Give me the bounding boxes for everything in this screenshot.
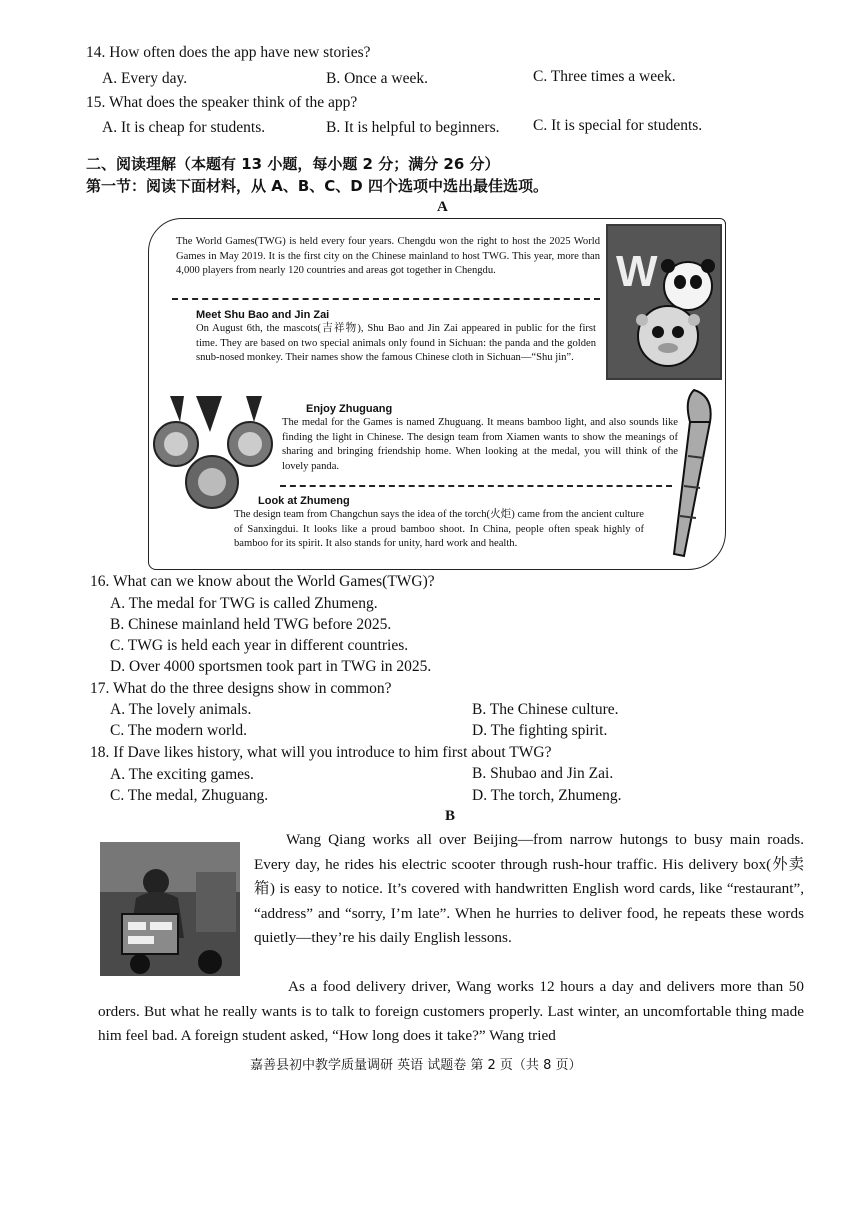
passage-b-paragraph-1: Wang Qiang works all over Beijing—from narrow hutongs to busy main roads. Every day, he rides his electric scooter through rush-hour traffic. His delivery box(外卖箱) is easy to notice. It’s covered with handwritten English word cards, like “restaurant”, “address” and “sorry, I’m late”. When he hurries to deliver food, he repeats these words quietly—they’re his daily English lessons. [254,831,804,946]
q18-option-a[interactable]: A. The exciting games. [110,766,254,783]
svg-text:W: W [616,247,658,296]
q17-option-b[interactable]: B. The Chinese culture. [472,701,619,718]
delivery-driver-photo [100,842,240,976]
question-14-stem: 14. How often does the app have new stories? [86,44,371,61]
q15-option-c[interactable]: C. It is special for students. [533,117,703,134]
page-footer: 嘉善县初中教学质量调研 英语 试题卷 第 2 页（共 8 页） [250,1058,582,1073]
torch-text: The design team from Changchun says the idea of the torch(火炬) came from the ancient culture of Sanxingdui. It looks like a proud bamboo shoot. In China, people often speak highly of bamboo for its spirit. It also stands for unity, hard work and health. [234,509,644,550]
question-18-stem: 18. If Dave likes history, what will you introduce to him first about TWG? [90,744,552,761]
question-16-stem: 16. What can we know about the World Games(TWG)? [90,573,435,590]
q16-option-b[interactable]: B. Chinese mainland held TWG before 2025. [110,616,392,633]
question-17-stem: 17. What do the three designs show in common? [90,680,392,697]
q14-option-b[interactable]: B. Once a week. [326,70,428,87]
mascot-image [606,224,722,380]
torch-image [654,386,722,564]
passage-b-paragraph-2: As a food delivery driver, Wang works 12 hours a day and delivers more than 50 orders. But what he really wants is to talk to foreign customers properly. Last winter, an uncomfortable thing made him feel bad. A foreign student asked, “How long does it take?” Wang tried [98,978,804,1044]
q16-option-a[interactable]: A. The medal for TWG is called Zhumeng. [110,595,378,612]
passage-b-label: B [445,808,456,824]
section-instructions: 第一节：阅读下面材料，从 A、B、C、D 四个选项中选出最佳选项。 [86,177,548,195]
q18-option-d[interactable]: D. The torch, Zhumeng. [472,787,622,804]
question-15-stem: 15. What does the speaker think of the app? [86,94,358,111]
q15-option-a[interactable]: A. It is cheap for students. [102,119,266,136]
q14-option-a[interactable]: A. Every day. [102,70,188,87]
q17-option-a[interactable]: A. The lovely animals. [110,701,252,718]
q15-option-b[interactable]: B. It is helpful to beginners. [326,119,500,136]
q18-option-c[interactable]: C. The medal, Zhuguang. [110,787,269,804]
medal-heading: Enjoy Zhuguang [306,403,393,415]
mascot-heading: Meet Shu Bao and Jin Zai [196,309,330,321]
passage-a-label: A [437,199,448,215]
mascot-text: On August 6th, the mascots(吉祥物), Shu Bao and Jin Zai appeared in public for the first time. They are based on two special animals only found in Sichuan: the panda and the golden snub-nosed monkey. Their names show the famous Chinese cloth in Sichuan—“Shu jin”. [196,323,596,364]
q16-option-c[interactable]: C. TWG is held each year in different countries. [110,637,409,654]
passage-a-intro: The World Games(TWG) is held every four years. Chengdu won the right to host the 2025 World Games in May 2019. It is the first city on the Chinese mainland to host TWG. This year, more than 4,000 players from nearly 120 countries and areas got together in Chengdu. [176,236,600,277]
divider [172,298,600,300]
section-title: 二、阅读理解（本题有 13 小题，每小题 2 分；满分 26 分） [86,155,500,173]
q17-option-c[interactable]: C. The modern world. [110,722,248,739]
q14-option-c[interactable]: C. Three times a week. [533,68,676,85]
q16-option-d[interactable]: D. Over 4000 sportsmen took part in TWG in 2025. [110,658,432,675]
divider [280,485,672,487]
medal-text: The medal for the Games is named Zhuguang. It means bamboo light, and also sounds like finding the light in Chinese. The design team from Xiamen wants to show the meanings of sharing and bringing friendship home. When looking at the medal, you will think of the lovely panda. [282,417,678,472]
torch-heading: Look at Zhumeng [258,495,350,507]
q17-option-d[interactable]: D. The fighting spirit. [472,722,608,739]
medal-image [150,392,280,512]
q18-option-b[interactable]: B. Shubao and Jin Zai. [472,765,614,782]
